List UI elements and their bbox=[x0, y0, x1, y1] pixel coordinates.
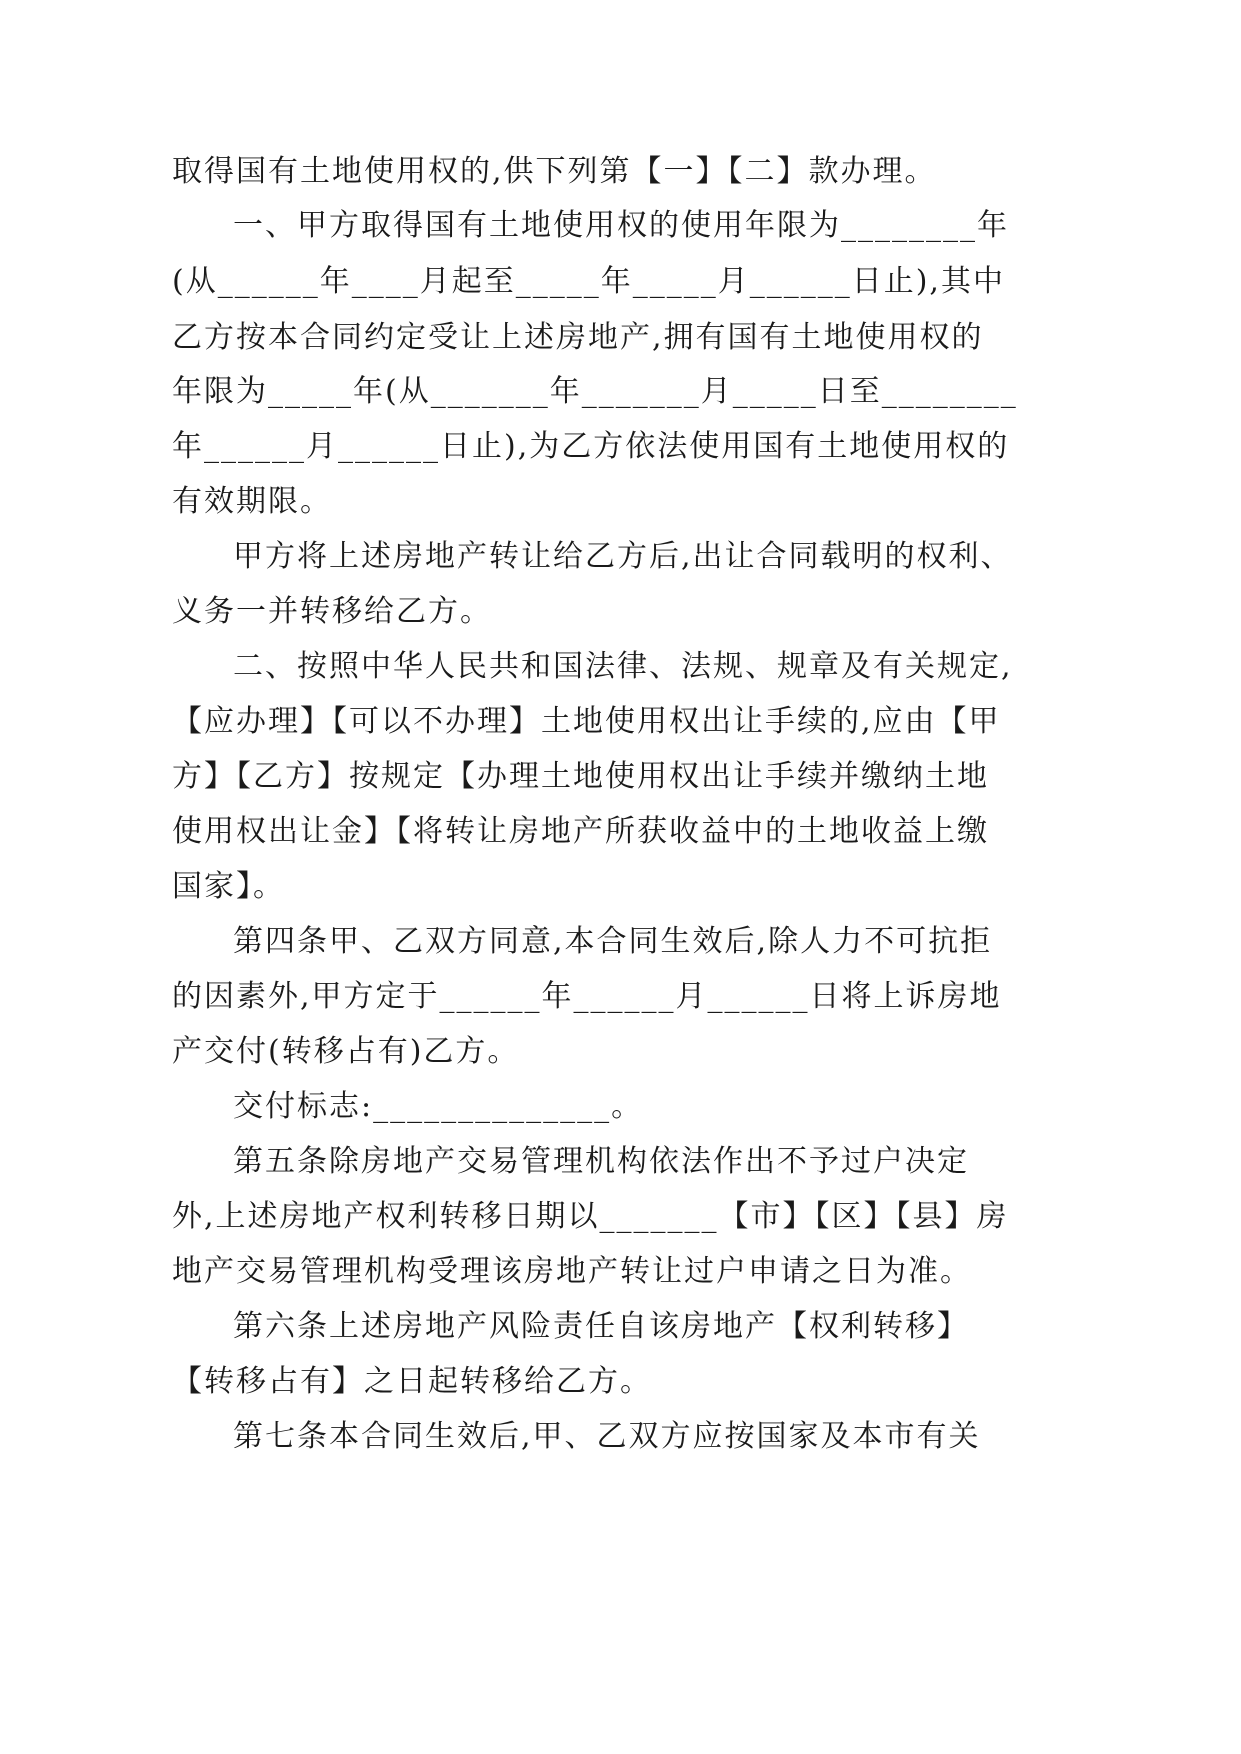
text-line-20: 外,上述房地产权利转移日期以_______【市】【区】【县】房 bbox=[172, 1199, 1009, 1234]
text-line-22: 第六条上述房地产风险责任自该房地产【权利转移】 bbox=[233, 1309, 969, 1344]
text-line-19: 第五条除房地产交易管理机构依法作出不予过户决定 bbox=[233, 1144, 969, 1179]
text-line-7: 有效期限。 bbox=[172, 484, 332, 519]
text-line-12: 方】【乙方】按规定【办理土地使用权出让手续并缴纳土地 bbox=[172, 759, 989, 794]
text-line-23: 【转移占有】之日起转移给乙方。 bbox=[172, 1364, 652, 1399]
text-line-14: 国家】。 bbox=[172, 869, 285, 904]
text-line-9: 义务一并转移给乙方。 bbox=[172, 594, 492, 629]
text-line-18: 交付标志:______________。 bbox=[233, 1089, 644, 1124]
text-line-10: 二、按照中华人民共和国法律、法规、规章及有关规定, bbox=[233, 649, 1013, 684]
text-line-13: 使用权出让金】【将转让房地产所获收益中的土地收益上缴 bbox=[172, 814, 989, 849]
text-line-3: (从______年____月起至_____年_____月______日止),其中 bbox=[172, 264, 1005, 299]
text-line-11: 【应办理】【可以不办理】土地使用权出让手续的,应由【甲 bbox=[172, 704, 1001, 739]
text-line-16: 的因素外,甲方定于______年______月______日将上诉房地 bbox=[172, 979, 1002, 1014]
text-line-15: 第四条甲、乙双方同意,本合同生效后,除人力不可抗拒 bbox=[233, 924, 993, 959]
text-line-6: 年______月______日止),为乙方依法使用国有土地使用权的 bbox=[172, 429, 1010, 464]
text-line-2: 一、甲方取得国有土地使用权的使用年限为________年 bbox=[233, 208, 1009, 243]
text-line-4: 乙方按本合同约定受让上述房地产,拥有国有土地使用权的 bbox=[172, 320, 984, 355]
text-line-8: 甲方将上述房地产转让给乙方后,出让合同载明的权利、 bbox=[233, 539, 1013, 574]
text-line-24: 第七条本合同生效后,甲、乙双方应按国家及本市有关 bbox=[233, 1419, 981, 1454]
text-line-21: 地产交易管理机构受理该房地产转让过户申请之日为准。 bbox=[172, 1254, 972, 1289]
text-line-5: 年限为_____年(从_______年_______月_____日至________ bbox=[172, 374, 1018, 409]
text-line-1: 取得国有土地使用权的,供下列第【一】【二】款办理。 bbox=[172, 154, 937, 189]
text-line-17: 产交付(转移占有)乙方。 bbox=[172, 1034, 520, 1069]
